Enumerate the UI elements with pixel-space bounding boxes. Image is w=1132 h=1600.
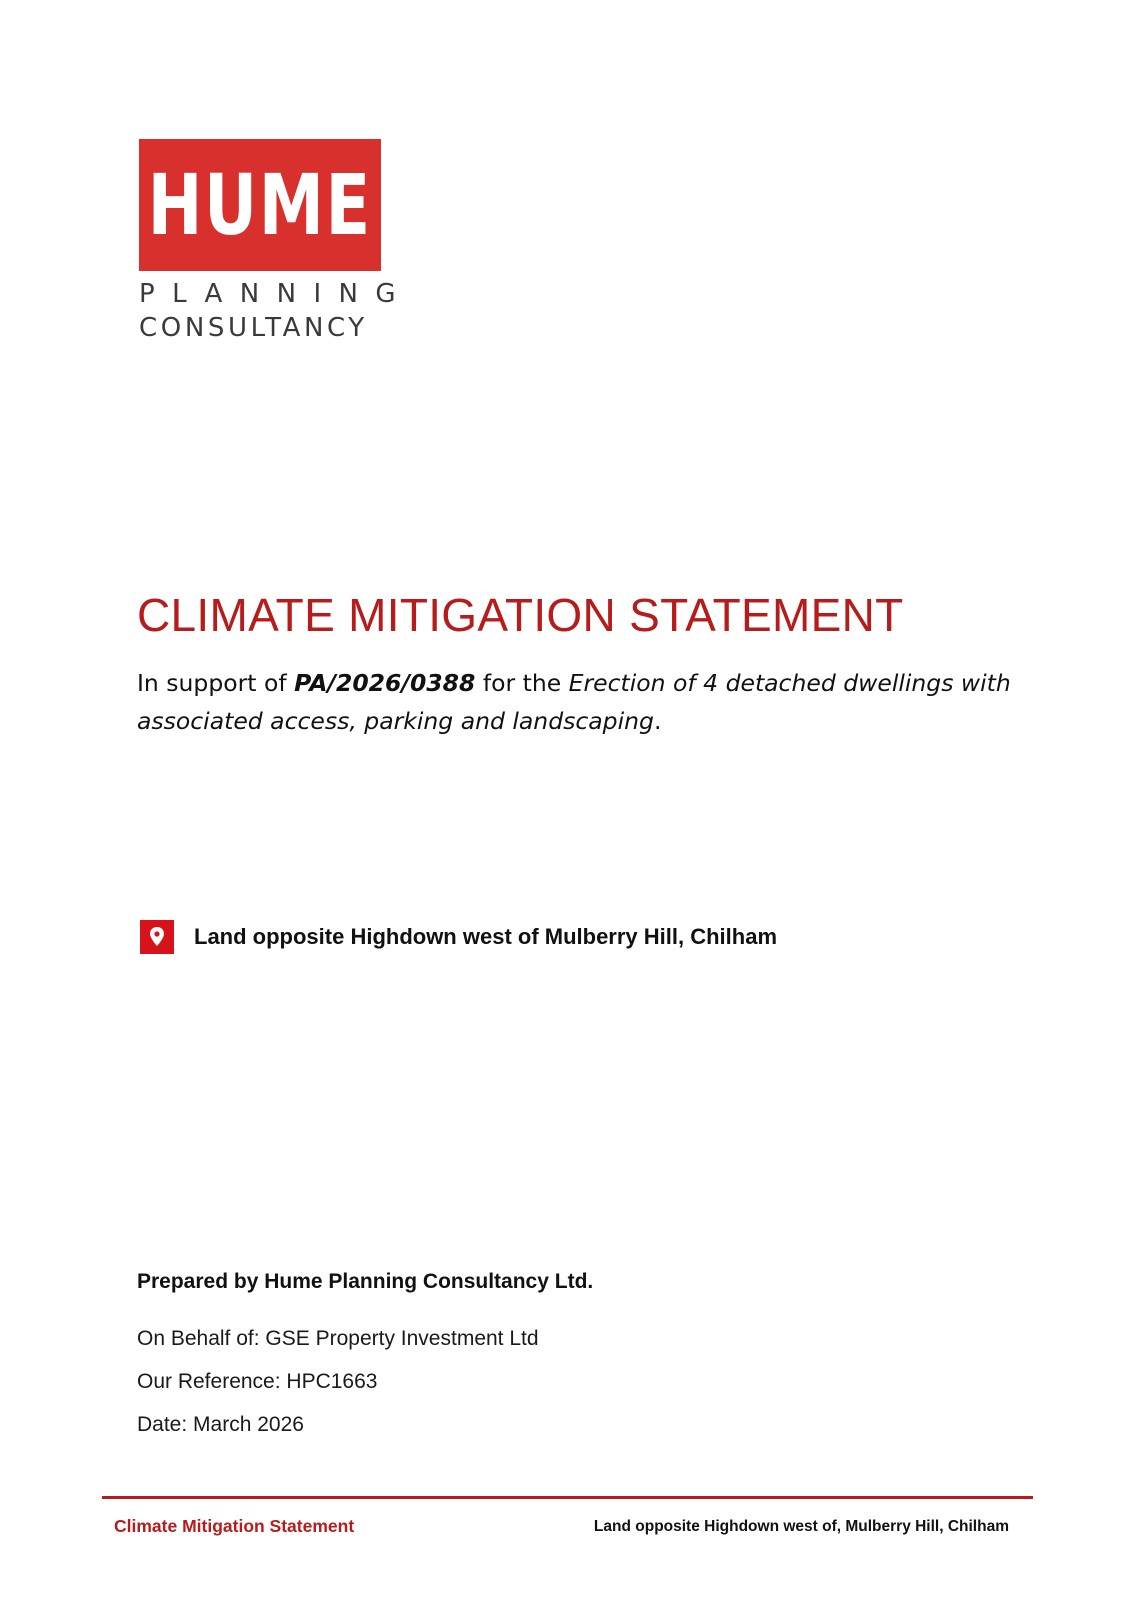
logo-line-planning: PLANNING: [139, 279, 413, 309]
logo-line-consultancy: CONSULTANCY: [139, 313, 368, 343]
application-reference: PA/2026/0388: [294, 669, 476, 697]
location-pin-icon: [140, 920, 174, 954]
on-behalf-of: On Behalf of: GSE Property Investment Ltd: [137, 1327, 539, 1350]
support-prefix: In support of: [137, 669, 295, 697]
our-reference: Our Reference: HPC1663: [137, 1370, 378, 1393]
logo-mark: [139, 139, 381, 271]
site-location: [140, 920, 777, 954]
footer-divider: [102, 1496, 1033, 1499]
support-suffix: .: [653, 707, 662, 735]
footer-document-title: Climate Mitigation Statement: [114, 1516, 355, 1536]
location-text: Land opposite Highdown west of Mulberry Hill, Chilham: [194, 924, 778, 949]
development-description: Erection of 4 detached dwellings with associated access, parking and landscaping: [137, 669, 1011, 735]
support-statement: [137, 664, 1017, 740]
document-date: Date: March 2026: [137, 1413, 304, 1436]
company-logo: [139, 139, 413, 343]
logo-wordmark: HUME: [147, 156, 373, 254]
document-title: CLIMATE MITIGATION STATEMENT: [137, 589, 904, 641]
prepared-by: Prepared by Hume Planning Consultancy Ltd.: [137, 1270, 594, 1293]
support-middle: for the: [475, 669, 569, 697]
footer-site-address: Land opposite Highdown west of, Mulberry Hill, Chilham: [593, 1518, 1009, 1535]
